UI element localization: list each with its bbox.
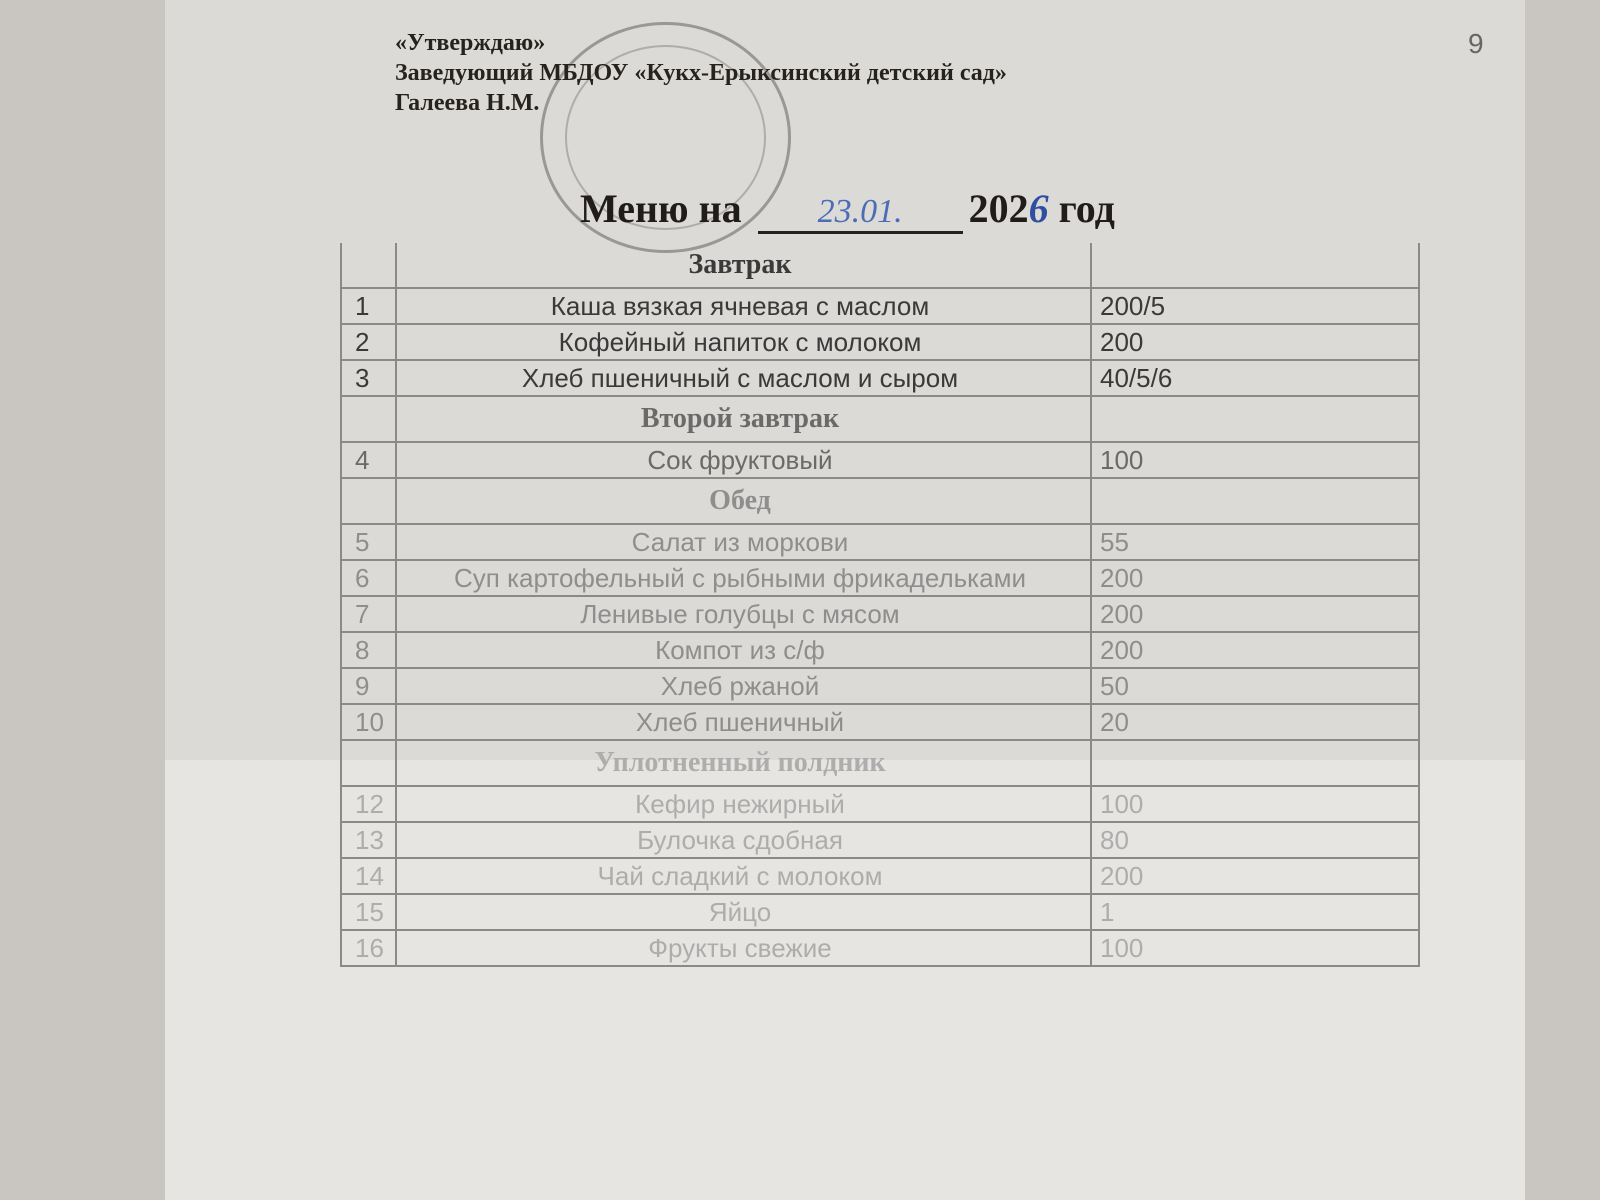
table-row	[340, 633, 1420, 669]
portion-size: 100	[1100, 789, 1144, 819]
section-header	[340, 397, 1420, 443]
dish-name: Каша вязкая ячневая с маслом	[550, 291, 930, 321]
item-number: 15	[355, 897, 384, 927]
portion-size: 200/5	[1100, 291, 1166, 321]
item-number: 5	[355, 527, 370, 557]
portion-size: 1	[1100, 897, 1115, 927]
qty-divider	[1090, 243, 1092, 967]
item-number: 6	[355, 563, 370, 593]
handwritten-date: 23.01.	[758, 193, 963, 234]
table-row	[340, 823, 1420, 859]
approval-line-1: «Утверждаю»	[395, 30, 546, 56]
right-border	[1418, 243, 1420, 967]
item-number: 8	[355, 635, 370, 665]
table-row	[340, 669, 1420, 705]
section-header	[340, 741, 1420, 787]
dish-name: Салат из моркови	[631, 527, 849, 557]
approval-line-3: Галеева Н.М.	[395, 90, 540, 116]
menu-title	[580, 185, 1115, 234]
portion-size: 200	[1100, 599, 1144, 629]
section-header	[340, 243, 1420, 289]
item-number: 14	[355, 861, 384, 891]
dish-name: Хлеб пшеничный с маслом и сыром	[521, 363, 959, 393]
approval-line-2: Заведующий МБДОУ «Кукх-Ерыксинский детский сад»	[395, 60, 1007, 86]
dish-name: Фрукты свежие	[648, 933, 832, 963]
dish-name: Суп картофельный с рыбными фрикадельками	[454, 563, 1026, 593]
dish-name: Яйцо	[708, 897, 772, 927]
table-row	[340, 361, 1420, 397]
section-title: Обед	[709, 485, 771, 516]
title-year	[969, 186, 1049, 231]
num-divider	[395, 243, 397, 967]
item-number: 7	[355, 599, 370, 629]
page-number: 9	[1468, 28, 1484, 59]
dish-name: Сок фруктовый	[647, 445, 833, 475]
item-number: 1	[355, 291, 370, 321]
item-number: 13	[355, 825, 384, 855]
dish-name: Хлеб пшеничный	[635, 707, 845, 737]
portion-size: 100	[1100, 445, 1144, 475]
portion-size: 200	[1100, 635, 1144, 665]
table-row	[340, 931, 1420, 967]
table-row	[340, 895, 1420, 931]
section-header	[340, 479, 1420, 525]
left-border	[340, 243, 342, 967]
section-title: Уплотненный полдник	[594, 747, 886, 778]
portion-size: 55	[1100, 527, 1129, 557]
table-row	[340, 325, 1420, 361]
portion-size: 20	[1100, 707, 1129, 737]
item-number: 9	[355, 671, 370, 701]
table-row	[340, 561, 1420, 597]
year-printed: 202	[968, 186, 1029, 231]
table-row	[340, 443, 1420, 479]
menu-table	[340, 243, 1420, 967]
portion-size: 200	[1100, 563, 1144, 593]
item-number: 10	[355, 707, 384, 737]
dish-name: Компот из с/ф	[655, 635, 825, 665]
dish-name: Кофейный напиток с молоком	[558, 327, 922, 357]
table-row	[340, 289, 1420, 325]
item-number: 16	[355, 933, 384, 963]
portion-size: 100	[1100, 933, 1144, 963]
section-title: Второй завтрак	[640, 403, 840, 434]
table-row	[340, 787, 1420, 823]
table-row	[340, 705, 1420, 741]
title-prefix: Меню на	[580, 186, 742, 231]
dish-name: Булочка сдобная	[637, 825, 843, 855]
table-row	[340, 859, 1420, 895]
dish-name: Хлеб ржаной	[660, 671, 820, 701]
item-number: 3	[355, 363, 370, 393]
portion-size: 200	[1100, 327, 1144, 357]
title-suffix: год	[1058, 186, 1115, 231]
section-title: Завтрак	[688, 249, 792, 280]
item-number: 12	[355, 789, 384, 819]
item-number: 2	[355, 327, 370, 357]
table-row	[340, 525, 1420, 561]
dish-name: Ленивые голубцы с мясом	[580, 599, 900, 629]
portion-size: 80	[1100, 825, 1129, 855]
portion-size: 200	[1100, 861, 1144, 891]
portion-size: 50	[1100, 671, 1129, 701]
portion-size: 40/5/6	[1100, 363, 1173, 393]
dish-name: Кефир нежирный	[635, 789, 845, 819]
approval-block	[395, 28, 1215, 118]
table-row	[340, 597, 1420, 633]
year-handwritten: 6	[1028, 186, 1049, 231]
dish-name: Чай сладкий с молоком	[597, 861, 883, 891]
item-number: 4	[355, 445, 370, 475]
